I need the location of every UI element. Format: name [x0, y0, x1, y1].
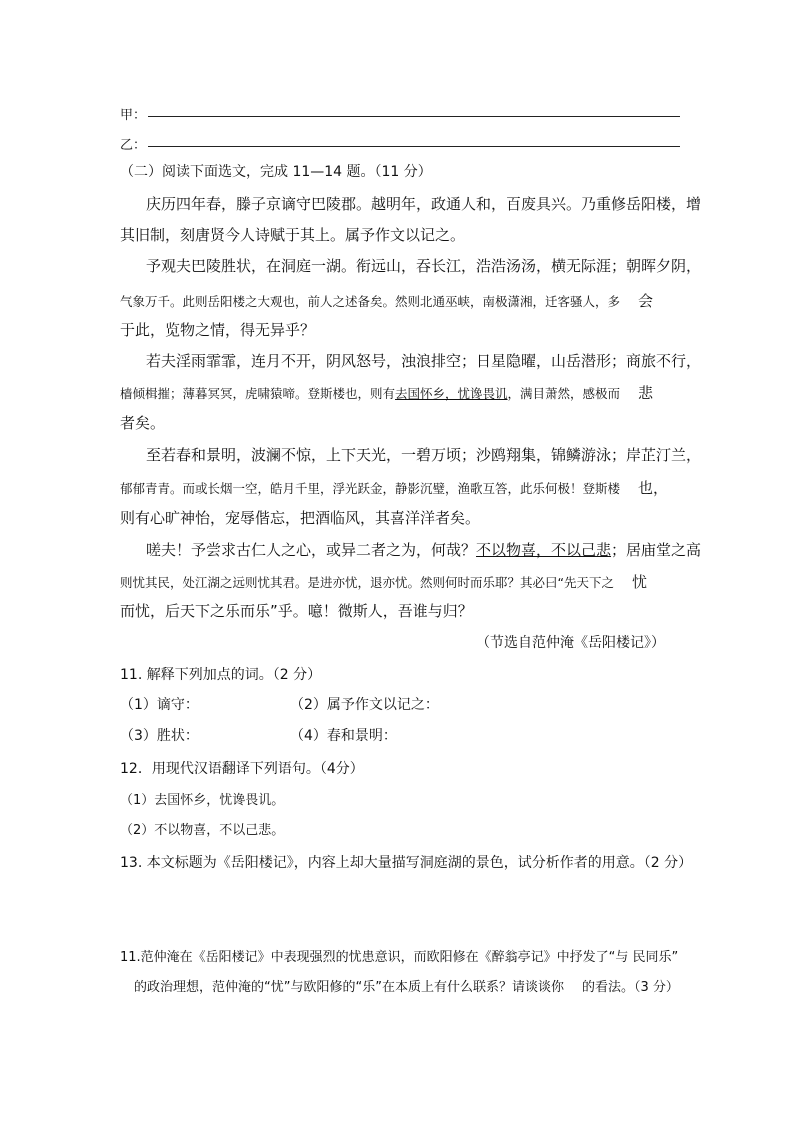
answer-underline [148, 146, 680, 147]
passage-line: 若夫淫雨霏霏，连月不开，阴风怒号，浊浪排空；日星隐曜，山岳潜形；商旅不行， [146, 352, 702, 370]
passage-line: 嗟夫！予尝求古仁人之心，或异二者之为，何哉？不以物喜，不以己悲；居庙堂之高 [146, 541, 702, 559]
question-12: 12．用现代汉语翻译下列语句。（4分） [120, 761, 364, 777]
question-11-row [120, 695, 680, 715]
passage-line: 则忧其民，处江湖之远则忧其君。是进亦忧，退亦忧。然则何时而乐耶？其必曰“先天下之 忧 [120, 573, 647, 591]
answer-line-jia[interactable] [120, 104, 680, 124]
question-12-item: （2）不以物喜，不以己悲。 [120, 823, 285, 838]
question-12-item: （1）去国怀乡，忧谗畏讥。 [120, 793, 285, 808]
passage-line: 予观夫巴陵胜状，在洞庭一湖。衔远山，吞长江，浩浩汤汤，横无际涯；朝晖夕阴， [146, 257, 702, 275]
question-11-item: （3）胜状： [120, 728, 199, 744]
underlined-sentence: 不以物喜，不以己悲 [476, 541, 612, 559]
question-11-item: （2）属予作文以记之： [290, 697, 439, 713]
passage-line: 气象万千。此则岳阳楼之大观也，前人之述备矣。然则北通巫峡，南极潇湘，迁客骚人，多 会 [120, 292, 654, 310]
question-11-item: （1）谪守： [120, 697, 199, 713]
question-11-row [120, 726, 680, 746]
question-11-item: （4）春和景明： [290, 728, 397, 744]
question-14-line: 的政治理想，范仲淹的“忧”与欧阳修的“乐”在本质上有什么联系？请谈谈你 的看法。（3 分） [134, 980, 679, 995]
passage-source: （节选自范仲淹《岳阳楼记》） [476, 635, 665, 651]
passage-line: 郁郁青青。而或长烟一空，皓月千里，浮光跃金，静影沉璧，渔歌互答，此乐何极！登斯楼 也， [120, 479, 669, 497]
underlined-sentence: 去国怀乡，忧谗畏讥 [395, 386, 508, 401]
passage-line: 樯倾楫摧；薄暮冥冥，虎啸猿啼。登斯楼也，则有去国怀乡，忧谗畏讥，满目萧然，感极而 悲 [120, 384, 654, 402]
section-heading: （二）阅读下面选文，完成 11—14 题。（11 分） [120, 164, 432, 180]
passage-line: 至若春和景明，波澜不惊，上下天光，一碧万顷；沙鸥翔集，锦鳞游泳；岸芷汀兰， [146, 446, 702, 464]
question-14-line: 11.范仲淹在《岳阳楼记》中表现强烈的忧患意识，而欧阳修在《醉翁亭记》中抒发了“与 民同乐” [120, 950, 679, 965]
passage-line: 其旧制，刻唐贤今人诗赋于其上。属予作文以记之。 [120, 226, 466, 244]
passage-line: 则有心旷神怡，宠辱偕忘，把酒临风，其喜洋洋者矣。 [120, 509, 481, 527]
passage-line: 于此，览物之情，得无异乎？ [120, 321, 316, 339]
passage-line: 者矣。 [120, 414, 166, 432]
answer-label: 乙： [120, 138, 147, 153]
answer-line-yi[interactable] [120, 134, 680, 154]
question-13: 13. 本文标题为《岳阳楼记》，内容上却大量描写洞庭湖的景色，试分析作者的用意。（2 分） [120, 855, 693, 871]
answer-label: 甲： [120, 108, 147, 123]
passage-line: 庆历四年春，滕子京谪守巴陵郡。越明年，政通人和，百废具兴。乃重修岳阳楼，增 [146, 195, 702, 213]
question-11: 11. 解释下列加点的词。（2 分） [120, 667, 322, 683]
answer-underline [148, 116, 680, 117]
passage-line: 而忧，后天下之乐而乐”乎。噫！微斯人，吾谁与归？ [120, 602, 473, 620]
